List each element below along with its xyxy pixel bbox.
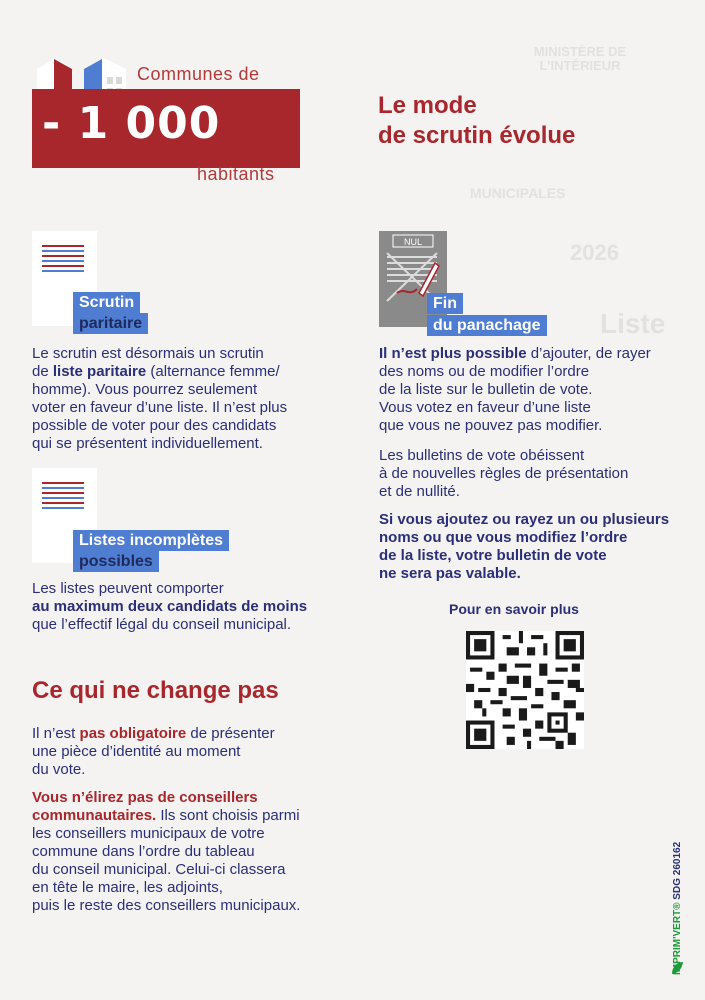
header-number: - 1 000 (42, 98, 221, 149)
page-title: Le mode de scrutin évolue (378, 92, 576, 149)
ballot-nul-label: NUL (403, 237, 423, 247)
header-top-text: Communes de (137, 64, 260, 84)
unchanged-text-2: Vous n’élirez pas de conseillers communautaires. Ils sont choisis parmi les conseillers municipaux de votre commune dans l’ordre du tableau du conseil municipal. Celui-ci classera en tête le maire, les adjoints, puis le reste des conseillers municipaux. (32, 789, 301, 914)
header-bottom-text: habitants (197, 164, 275, 184)
panachage-text-2: Les bulletins de vote obéissent à de nouvelles règles de présentation et de nullité. (379, 447, 629, 500)
paritaire-text: Le scrutin est désormais un scrutin de liste paritaire (alternance femme/ homme). Vous pourrez seulement voter en faveur d’une liste. Il n’est plus possible de voter pour des candidats qui se présentent individuellement. (32, 345, 288, 452)
unchanged-text-1: Il n’est pas obligatoire de présenter une pièce d’identité au moment du vote. (32, 725, 275, 778)
incompletes-text: Les listes peuvent comporter au maximum deux candidats de moins que l’effectif légal du conseil municipal. (32, 580, 308, 633)
section-title-unchanged: Ce qui ne change pas (32, 677, 279, 704)
panachage-text-1: Il n’est plus possible d’ajouter, de rayer des noms ou de modifier l’ordre de la liste sur le bulletin de vote. Vous votez en faveur d’une liste que vous ne pouvez pas modifier. (379, 345, 651, 434)
chip-scrutin: Scrutin (73, 292, 140, 313)
watermark-ministere: MINISTÈRE DE L'INTÉRIEUR (533, 44, 627, 73)
watermark-municipales: MUNICIPALES (470, 185, 566, 201)
imprim-vert-label: IMPRIM'VERT® SDG 260162 (672, 841, 683, 975)
chip-du-panachage: du panachage (427, 315, 547, 336)
chip-possibles: possibles (73, 551, 159, 572)
panachage-text-3: Si vous ajoutez ou rayez un ou plusieurs noms ou que vous modifiez l’ordre de la liste, votre bulletin de vote ne sera pas valable. (379, 511, 670, 582)
qr-code[interactable] (466, 631, 584, 749)
watermark-year: 2026 (570, 240, 619, 265)
chip-listes-incompletes: Listes incomplètes (73, 530, 229, 551)
chip-fin: Fin (427, 293, 463, 314)
watermark-liste: Liste (600, 308, 666, 339)
more-info-label: Pour en savoir plus (449, 601, 579, 617)
header-band (32, 89, 300, 168)
chip-paritaire: paritaire (73, 313, 148, 334)
